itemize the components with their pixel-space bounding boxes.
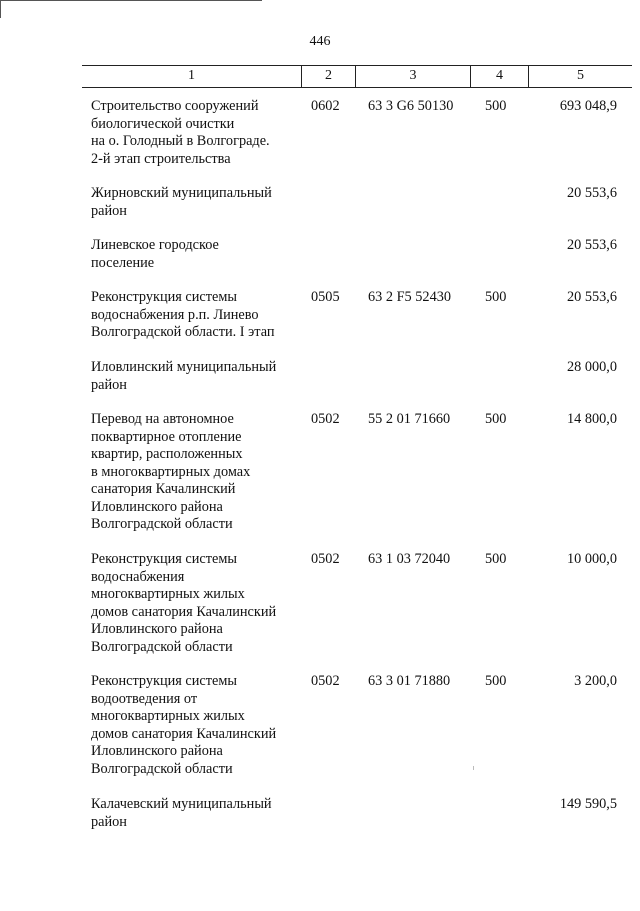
row-section: 0502 — [311, 411, 340, 427]
scan-border-top — [0, 0, 262, 1]
row-section: 0505 — [311, 289, 340, 305]
row-name: Калачевский муниципальный район — [91, 796, 272, 830]
row-section: 0502 — [311, 551, 340, 567]
row-type: 500 — [485, 551, 507, 567]
row-code: 63 2 F5 52430 — [368, 289, 452, 305]
row-name: Реконструкция системы водоснабжения р.п. Линево Волгоградской области. I этап — [91, 289, 275, 340]
header-col-3: 3 — [355, 66, 470, 87]
row-amount: 693 048,9 — [559, 98, 617, 114]
row-type: 500 — [485, 411, 507, 427]
row-name: Реконструкция системы водоснабжения многоквартирных жилых домов санатория Качалинский Иловлинского района Волгоградской области — [91, 551, 277, 655]
table-header — [82, 65, 632, 88]
header-col-5: 5 — [528, 66, 632, 87]
row-code: 55 2 01 71660 — [368, 411, 451, 427]
row-type: 500 — [485, 289, 507, 305]
header-col-2: 2 — [301, 66, 355, 87]
row-name: Строительство сооружений биологической очистки на о. Голодный в Волгограде. 2-й этап строительства — [91, 98, 270, 167]
row-amount: 14 800,0 — [566, 411, 617, 427]
row-amount: 149 590,5 — [559, 796, 617, 812]
row-section: 0502 — [311, 673, 340, 689]
row-amount: 3 200,0 — [574, 673, 617, 689]
row-name: Иловлинский муниципальный район — [91, 359, 277, 393]
row-amount: 10 000,0 — [566, 551, 617, 567]
row-code: 63 3 G6 50130 — [368, 98, 454, 114]
row-type: 500 — [485, 673, 507, 689]
row-name: Перевод на автономное поквартирное отопление квартир, расположенных в многоквартирных домах санатория Качалинский Иловлинского района Волгоградской области — [91, 411, 251, 532]
scan-speck — [473, 766, 474, 770]
row-code: 63 3 01 71880 — [368, 673, 451, 689]
header-col-1: 1 — [188, 68, 195, 83]
row-name: Жирновский муниципальный район — [91, 185, 272, 219]
row-name: Реконструкция системы водоотведения от многоквартирных жилых домов санатория Качалинский Иловлинского района Волгоградской области — [91, 673, 277, 777]
row-amount: 20 553,6 — [566, 237, 617, 253]
row-amount: 28 000,0 — [566, 359, 617, 375]
row-section: 0602 — [311, 98, 340, 114]
header-col-4: 4 — [470, 66, 528, 87]
row-amount: 20 553,6 — [566, 289, 617, 305]
row-code: 63 1 03 72040 — [368, 551, 451, 567]
scan-border-left — [0, 0, 1, 18]
row-type: 500 — [485, 98, 507, 114]
row-name: Линевское городское поселение — [91, 237, 219, 271]
row-amount: 20 553,6 — [566, 185, 617, 201]
page-number: 446 — [309, 34, 331, 49]
